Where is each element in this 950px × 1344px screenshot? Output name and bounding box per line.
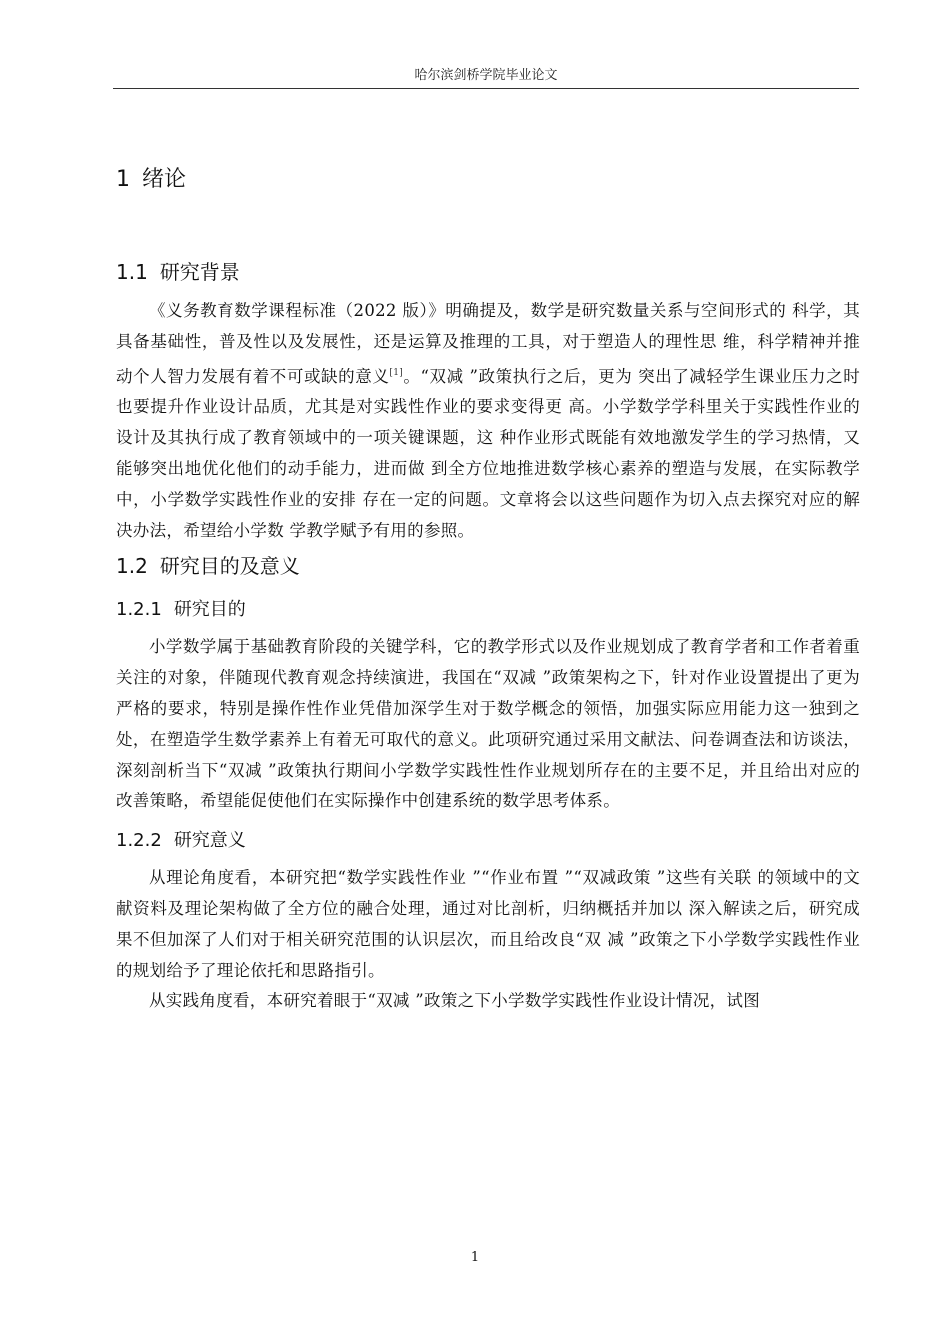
section-heading-1-2 [116,546,860,586]
paragraph-practical-significance: 从实践角度看，本研究着眼于“双减 ”政策之下小学数学实践性作业设计情况，试图 [149,991,761,1011]
subsection-title: 研究目的 [173,599,246,621]
paragraph-purpose: 小学数学属于基础教育阶段的关键学科，它的教学形式以及作业规划成了教育学者和工作者着重关注的对象，伴随现代教育观念持续演进，我国在“双减 ”政策架构之下，针对作业设置提出了更为严格的要求，特别是操作性作业凭借加深学生对于数学概念的领悟，加强实际应用能力这一独到之处，在塑造学生数学素养上有着无可取代的意义。此项研究通过采用文献法、问卷调查法和访谈法，深刻剖析当下“双减 ”政策执行期间小学数学实践性性作业规划所存在的主要不足，并且给出对应的改善策略，希望能促使他们在实际操作中创建系统的数学思考体系。 [116,637,860,811]
subsection-heading-1-2-1 [116,590,860,630]
section-heading-1-1 [116,252,860,292]
subsection-number: 1.2.1 [116,599,162,621]
paragraph-text: 。“双减 ”政策执行之后，更为 突出了减轻学生课业压力之时也要提升作业设计品质，尤其是对实践性作业的要求变得更 高。小学数学学科里关于实践性作业的设计及其执行成了教育领域中的一项关键课题，这 种作业形式既能有效地激发学生的学习热情，又能够突出地优化他们的动手能力，进而做 到全方位地推进数学核心素养的塑造与发展，在实际教学中，小学数学实践性作业的安排 存在一定的问题。文章将会以这些问题作为切入点去探究对应的解决办法，希望给小学数 学教学赋予有用的参照。 [116,366,860,540]
subsection-number: 1.2.2 [116,830,162,852]
subsection-title: 研究意义 [173,830,246,852]
page-body [116,158,860,1017]
section-title: 研究背景 [159,260,240,284]
section-number: 1.2 [116,554,148,579]
chapter-heading [116,158,860,202]
header-divider [113,88,859,89]
paragraph-theoretical-significance: 从理论角度看，本研究把“数学实践性作业 ”“作业布置 ”“双减政策 ”这些有关联 的领域中的文献资料及理论架构做了全方位的融合处理，通过对比剖析，归纳概括并加以 深入解读之后，研究成果不但加深了人们对于相关研究范围的认识层次，而且给改良“双 减 ”政策之下小学数学实践性作业的规划给予了理论依托和思路指引。 [116,868,860,980]
subsection-heading-1-2-2 [116,821,860,861]
running-header: 哈尔滨剑桥学院毕业论文 [414,68,558,83]
section-number: 1.1 [116,260,148,284]
page-number: 1 [470,1250,480,1265]
section-title: 研究目的及意义 [159,554,300,579]
chapter-number: 1 [116,167,130,192]
citation-marker[interactable]: [1] [389,367,404,378]
chapter-title: 绪论 [142,167,187,192]
paragraph-background [116,296,860,546]
paragraph-text: 《义务教育数学课程标准（2022 版）》明确提及，数学是研究数量关系与空间形式的 科学，其具备基础性，普及性以及发展性，还是运算及推理的工具，对于塑造人的理性思 维，科学精神并推动个人智力发展有着不可或缺的意义 [116,301,860,386]
